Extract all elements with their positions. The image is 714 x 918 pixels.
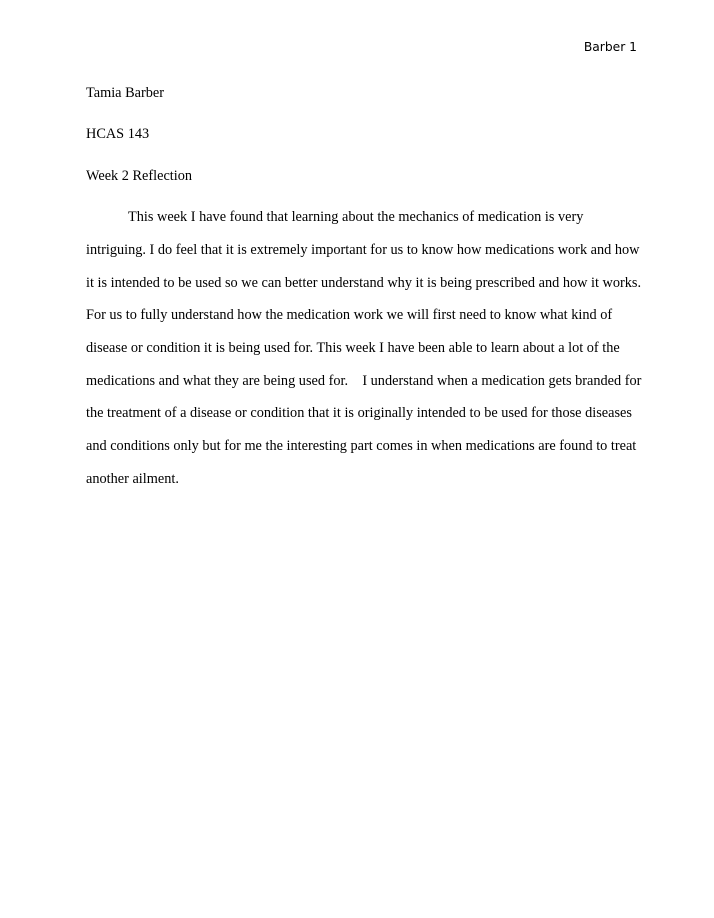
paragraph-line: For us to fully understand how the medication work we will first need to know what kind of <box>86 307 613 323</box>
paragraph-line: the treatment of a disease or condition that it is originally intended to be used for those diseases <box>86 405 632 421</box>
paragraph-line: intriguing. I do feel that it is extremely important for us to know how medications work and how <box>86 242 640 258</box>
author-name: Tamia Barber <box>86 85 164 101</box>
paragraph-line: This week I have found that learning about the mechanics of medication is very <box>128 209 584 225</box>
running-head: Barber 1 <box>583 40 637 54</box>
paragraph-line: medications and what they are being used for. I understand when a medication gets branded for <box>86 373 642 389</box>
paragraph-line: disease or condition it is being used for. This week I have been able to learn about a lot of the <box>86 340 620 356</box>
paragraph-line: it is intended to be used so we can better understand why it is being prescribed and how it works. <box>86 275 642 291</box>
paragraph-line: another ailment. <box>86 471 179 487</box>
paragraph-line: and conditions only but for me the interesting part comes in when medications are found to treat <box>86 438 637 454</box>
course-code: HCAS 143 <box>86 126 150 142</box>
assignment-title: Week 2 Reflection <box>86 168 193 184</box>
